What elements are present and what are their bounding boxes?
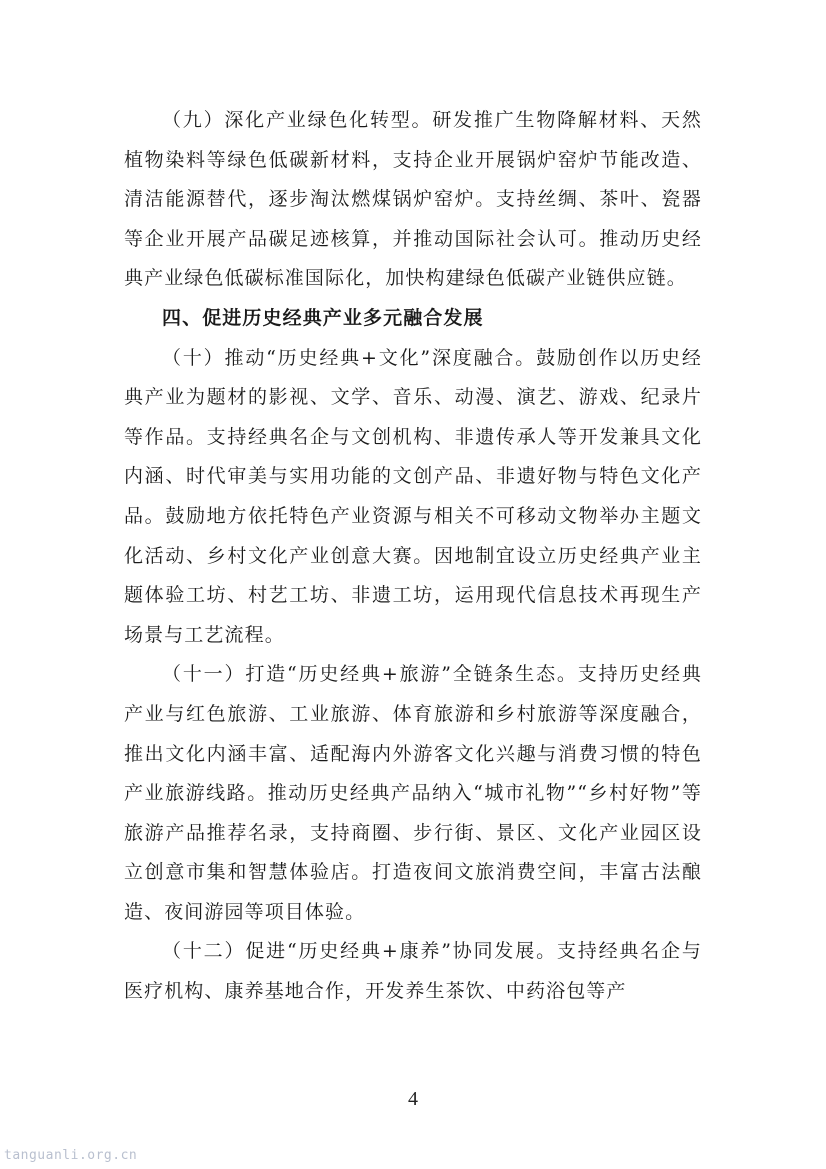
document-body <box>124 101 702 1012</box>
paragraph-nine: （九）深化产业绿色化转型。研发推广生物降解材料、天然植物染料等绿色低碳新材料，支持企业开展锅炉窑炉节能改造、清洁能源替代，逐步淘汰燃煤锅炉窑炉。支持丝绸、茶叶、瓷器等企业开展产品碳足迹核算，并推动国际社会认可。推动历史经典产业绿色低碳标准国际化，加快构建绿色低碳产业链供应链。 <box>124 109 702 290</box>
paragraph-twelve: （十二）促进“历史经典+康养”协同发展。支持经典名企与医疗机构、康养基地合作，开发养生茶饮、中药浴包等产 <box>124 940 702 1003</box>
paragraph-eleven: （十一）打造“历史经典+旅游”全链条生态。支持历史经典产业与红色旅游、工业旅游、体育旅游和乡村旅游等深度融合，推出文化内涵丰富、适配海内外游客文化兴趣与消费习惯的特色产业旅游线路。推动历史经典产品纳入“城市礼物”“乡村好物”等旅游产品推荐名录，支持商圈、步行街、景区、文化产业园区设立创意市集和智慧体验店。打造夜间文旅消费空间，丰富古法酿造、夜间游园等项目体验。 <box>124 663 702 923</box>
page-number: 4 <box>408 1088 418 1110</box>
site-watermark: tanguanli.org.cn <box>4 1148 138 1163</box>
section-heading-four: 四、促进历史经典产业多元融合发展 <box>162 306 484 329</box>
paragraph-ten: （十）推动“历史经典+文化”深度融合。鼓励创作以历史经典产业为题材的影视、文学、音乐、动漫、演艺、游戏、纪录片等作品。支持经典名企与文创机构、非遗传承人等开发兼具文化内涵、时代审美与实用功能的文创产品、非遗好物与特色文化产品。鼓励地方依托特色产业资源与相关不可移动文物举办主题文化活动、乡村文化产业创意大赛。因地制宜设立历史经典产业主题体验工坊、村艺工坊、非遗工坊，运用现代信息技术再现生产场景与工艺流程。 <box>124 346 702 646</box>
